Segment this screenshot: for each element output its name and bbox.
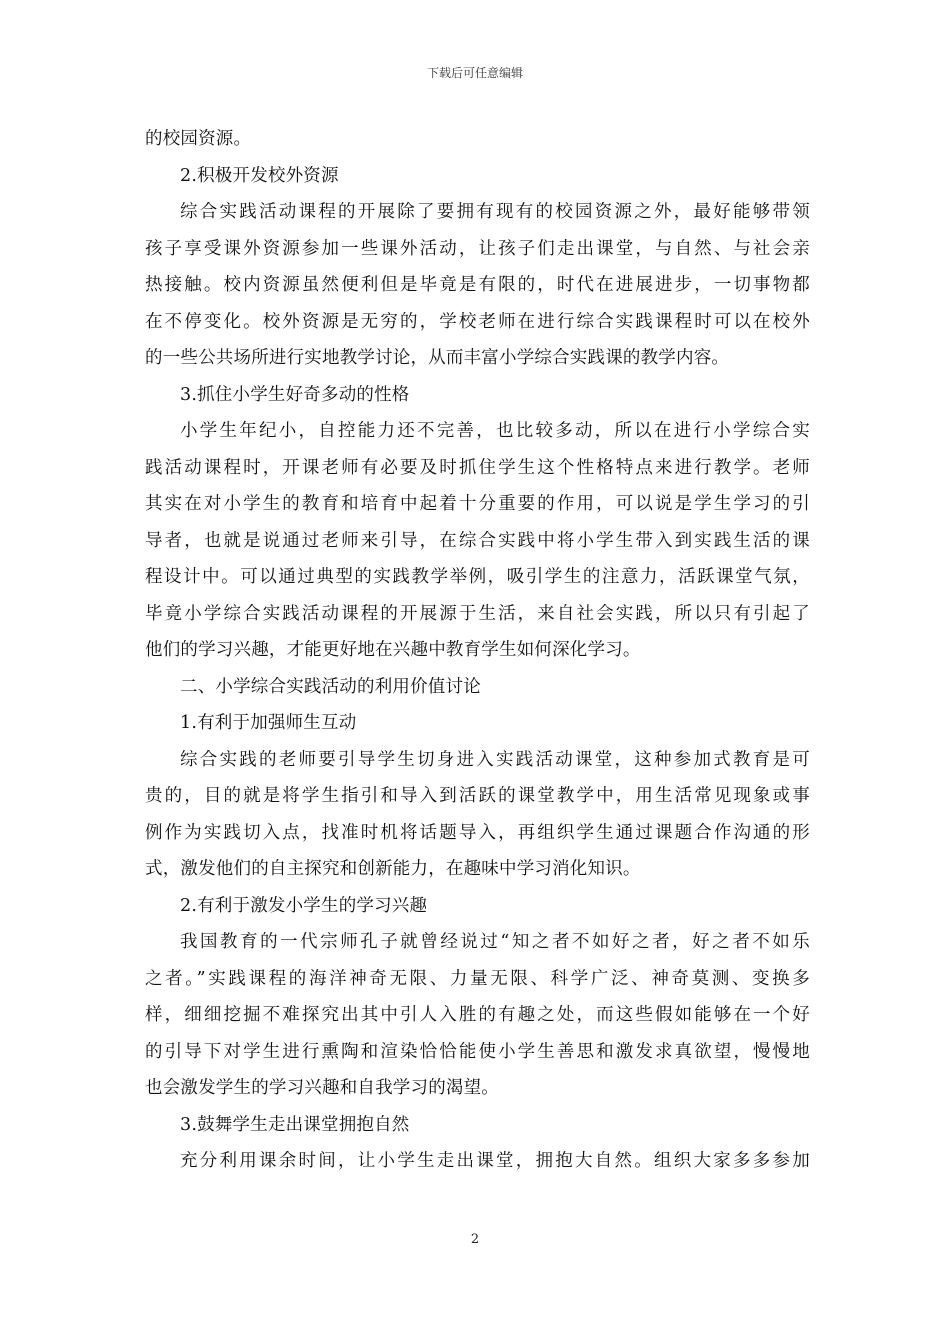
paragraph-line: 综合实践活动课程的开展除了要拥有现有的校园资源之外，最好能够带领 bbox=[180, 202, 810, 222]
section-heading: 2.有利于激发小学生的学习兴趣 bbox=[180, 895, 428, 916]
paragraph-line: 的引导下对学生进行熏陶和渲染恰恰能使小学生善思和激发求真欲望，慢慢地 bbox=[145, 1041, 810, 1062]
paragraph-line: 贵的，目的就是将学生指引和导入到活跃的课堂教学中，用生活常见现象或事 bbox=[145, 786, 810, 806]
paragraph-line: 例作为实践切入点，找准时机将话题导入，再组织学生通过课题合作沟通的形 bbox=[145, 822, 810, 843]
paragraph-line: 的一些公共场所进行实地教学讨论，从而丰富小学综合实践课的教学内容。 bbox=[145, 348, 730, 368]
page-header: 下载后可任意编辑 bbox=[426, 66, 523, 80]
paragraph-line: 也会激发学生的学习兴趣和自我学习的渴望。 bbox=[145, 1078, 499, 1098]
paragraph-line: 的校园资源。 bbox=[145, 129, 252, 149]
section-heading: 二、小学综合实践活动的利用价值讨论 bbox=[180, 676, 481, 697]
paragraph-line: 其实在对小学生的教育和培育中起着十分重要的作用，可以说是学生学习的引 bbox=[145, 494, 810, 514]
paragraph-line: 之者。”实践课程的海洋神奇无限、力量无限、科学广泛、神奇莫测、变换多 bbox=[145, 968, 810, 989]
paragraph-line: 他们的学习兴趣，才能更好地在兴趣中教育学生如何深化学习。 bbox=[145, 640, 641, 660]
paragraph-line: 践活动课程时，开课老师有必要及时抓住学生这个性格特点来进行教学。老师 bbox=[145, 457, 810, 478]
section-heading: 2.积极开发校外资源 bbox=[180, 165, 339, 186]
paragraph-line: 毕竟小学综合实践活动课程的开展源于生活，来自社会实践，所以只有引起了 bbox=[145, 603, 810, 624]
section-heading: 3.鼓舞学生走出课堂拥抱自然 bbox=[180, 1114, 410, 1135]
paragraph-line: 我国教育的一代宗师孔子就曾经说过“知之者不如好之者，好之者不如乐 bbox=[180, 932, 810, 952]
paragraph-line: 小学生年纪小，自控能力还不完善，也比较多动，所以在进行小学综合实 bbox=[180, 421, 810, 441]
paragraph-line: 孩子享受课外资源参加一些课外活动，让孩子们走出课堂，与自然、与社会亲 bbox=[145, 238, 810, 259]
paragraph-line: 热接触。校内资源虽然便利但是毕竟是有限的，时代在进展进步，一切事物都 bbox=[145, 275, 810, 295]
paragraph-line: 在不停变化。校外资源是无穷的，学校老师在进行综合实践课程时可以在校外 bbox=[145, 311, 810, 332]
paragraph-line: 样，细细挖掘不难探究出其中引人入胜的有趣之处，而这些假如能够在一个好 bbox=[145, 1005, 810, 1025]
page-number: 2 bbox=[470, 1232, 480, 1247]
document-body bbox=[145, 121, 810, 1180]
paragraph-line: 综合实践的老师要引导学生切身进入实践活动课堂，这种参加式教育是可 bbox=[180, 749, 810, 770]
paragraph-line: 充分利用课余时间，让小学生走出课堂，拥抱大自然。组织大家多多参加 bbox=[180, 1151, 810, 1171]
paragraph-line: 式，激发他们的自主探究和创新能力，在趣味中学习消化知识。 bbox=[145, 859, 641, 879]
paragraph-line: 导者，也就是说通过老师来引导，在综合实践中将小学生带入到实践生活的课 bbox=[145, 530, 810, 551]
paragraph-line: 程设计中。可以通过典型的实践教学举例，吸引学生的注意力，活跃课堂气氛， bbox=[145, 567, 810, 587]
section-heading: 1.有利于加强师生互动 bbox=[180, 713, 357, 733]
section-heading: 3.抓住小学生好奇多动的性格 bbox=[180, 384, 410, 405]
